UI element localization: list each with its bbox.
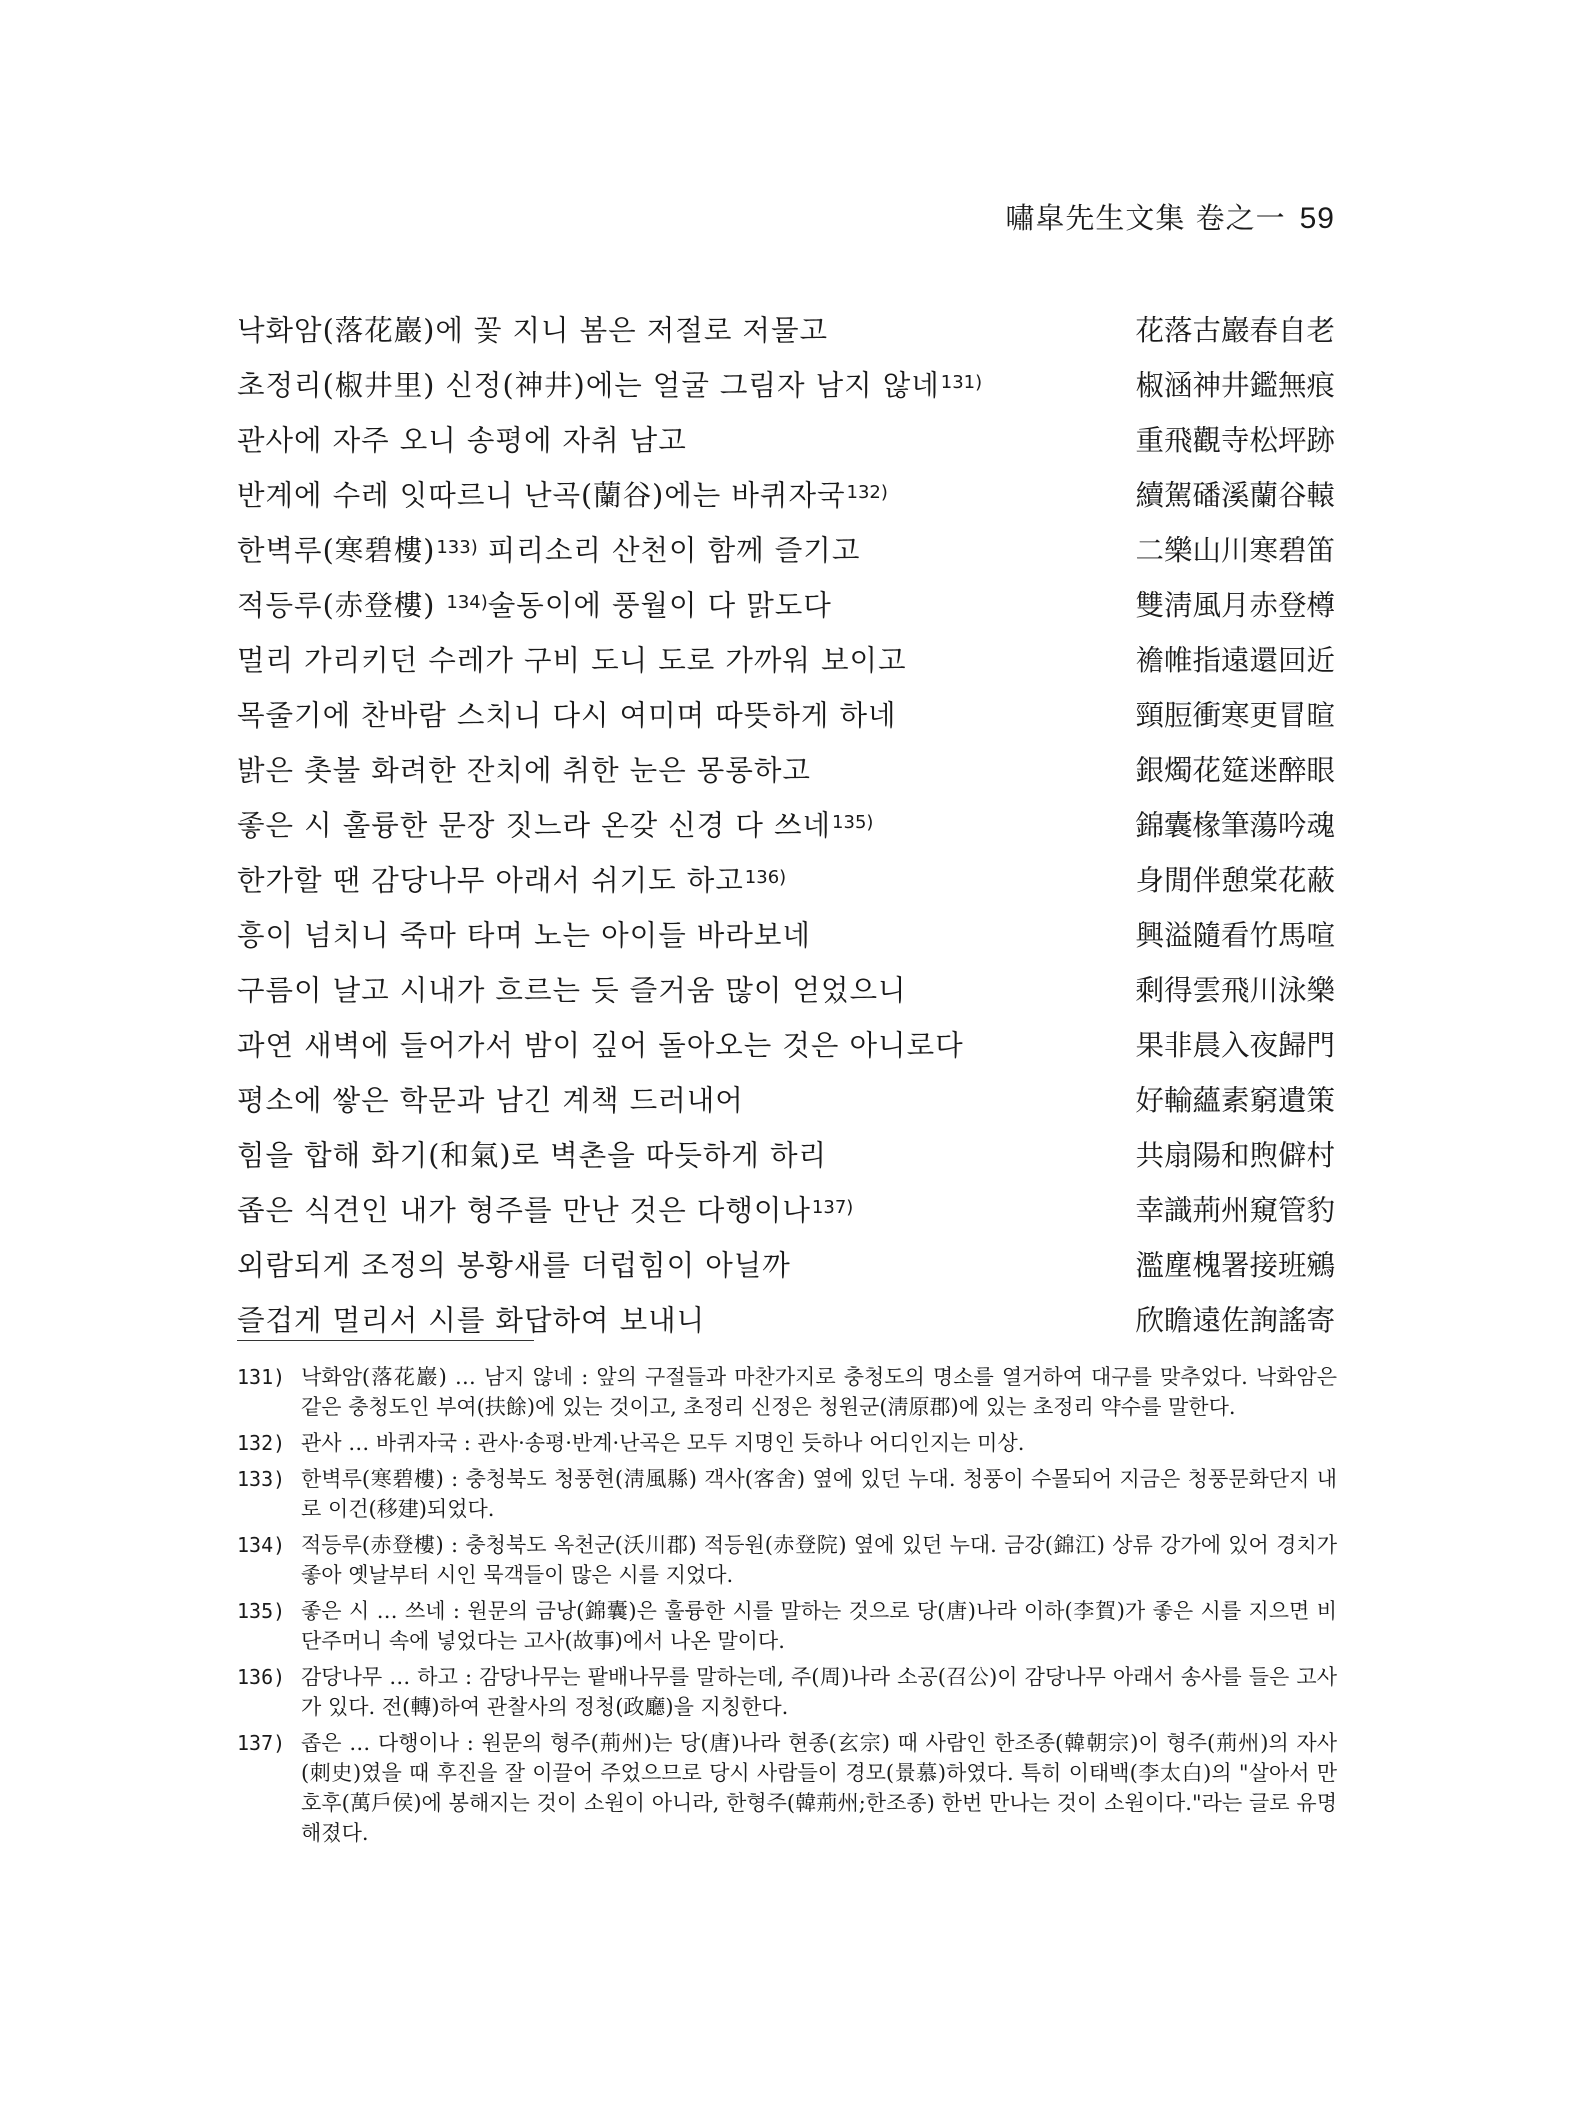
- hanja-original: 濫塵槐署接班鵷: [1135, 1249, 1335, 1282]
- hanja-original: 身閒伴憩棠花蔽: [1135, 864, 1335, 897]
- korean-text: 힘을 합해 화기(和氣)로 벽촌을 따듯하게 하리: [237, 1139, 828, 1172]
- hanja-original: 頸脰衝寒更冒暄: [1135, 699, 1335, 732]
- korean-text: 즐겁게 멀리서 시를 화답하여 보내니: [237, 1304, 706, 1337]
- hanja-original: 幸識荊州窺管豹: [1135, 1194, 1335, 1227]
- korean-text: 과연 새벽에 들어가서 밤이 깊어 돌아오는 것은 아니로다: [237, 1029, 964, 1062]
- footnote-reference[interactable]: 133): [436, 537, 478, 558]
- verse-line: [237, 523, 1335, 578]
- footnote-reference[interactable]: 134): [446, 592, 488, 613]
- verse-line: [237, 1018, 1335, 1073]
- hanja-original: 椒涵神井鑑無痕: [1135, 369, 1335, 402]
- korean-translation: [237, 1018, 964, 1073]
- hanja-original: 共扇陽和煦僻村: [1135, 1139, 1335, 1172]
- korean-translation: [237, 1238, 791, 1293]
- hanja-original: 果非晨入夜歸門: [1135, 1029, 1335, 1062]
- korean-translation: [237, 908, 811, 963]
- korean-text: 관사에 자주 오니 송평에 자취 남고: [237, 424, 687, 457]
- hanja-original: 剩得雲飛川泳樂: [1135, 974, 1335, 1007]
- hanja-original: 興溢隨看竹馬喧: [1135, 919, 1335, 952]
- verse-line: [237, 1238, 1335, 1293]
- hanja-original: 二樂山川寒碧笛: [1135, 534, 1335, 567]
- korean-translation: [237, 1183, 853, 1238]
- verse-line: [237, 358, 1335, 413]
- hanja-original: 重飛觀寺松坪跡: [1135, 424, 1335, 457]
- verse-line: [237, 578, 1335, 633]
- korean-text: 좁은 식견인 내가 형주를 만난 것은 다행이나: [237, 1194, 811, 1227]
- verse-line: [237, 688, 1335, 743]
- poem-body: [237, 303, 1335, 1348]
- korean-text: 평소에 쌓은 학문과 남긴 계책 드러내어: [237, 1084, 744, 1117]
- verse-line: [237, 908, 1335, 963]
- korean-translation: [237, 303, 828, 358]
- korean-text: 초정리(椒井里) 신정(神井)에는 얼굴 그림자 남지 않네: [237, 369, 940, 402]
- verse-line: [237, 633, 1335, 688]
- korean-translation: [237, 798, 873, 853]
- footnote-reference[interactable]: 136): [744, 867, 787, 888]
- footnote-item: [237, 1596, 1337, 1656]
- korean-translation: [237, 1073, 744, 1128]
- korean-text: 외람되게 조정의 봉황새를 더럽힘이 아닐까: [237, 1249, 791, 1282]
- korean-text: 좋은 시 훌륭한 문장 짓느라 온갖 신경 다 쓰네: [237, 809, 832, 842]
- footnote-item: [237, 1530, 1337, 1590]
- footnote-item: [237, 1362, 1337, 1422]
- footnote-item: [237, 1728, 1337, 1848]
- korean-translation: [237, 743, 811, 798]
- footnote-number: 134): [237, 1533, 286, 1557]
- hanja-original: 欣瞻遠佐詢謠寄: [1135, 1304, 1335, 1337]
- korean-text: 흥이 넘치니 죽마 타며 노는 아이들 바라보네: [237, 919, 811, 952]
- verse-line: [237, 1183, 1335, 1238]
- verse-line: [237, 1073, 1335, 1128]
- korean-text: 밝은 촛불 화려한 잔치에 취한 눈은 몽롱하고: [237, 754, 811, 787]
- korean-text: 한가할 땐 감당나무 아래서 쉬기도 하고: [237, 864, 744, 897]
- verse-line: [237, 963, 1335, 1018]
- verse-line: [237, 303, 1335, 358]
- korean-translation: [237, 963, 907, 1018]
- footnote-text: 한벽루(寒碧樓) : 충청북도 청풍현(淸風縣) 객사(客舍) 옆에 있던 누대. 청풍이 수몰되어 지금은 청풍문화단지 내로 이건(移建)되었다.: [301, 1467, 1337, 1521]
- footnote-number: 135): [237, 1599, 286, 1623]
- korean-translation: [237, 413, 687, 468]
- footnote-item: [237, 1662, 1337, 1722]
- footnote-item: [237, 1428, 1337, 1458]
- footnote-text: 관사 … 바퀴자국 : 관사·송평·반계·난곡은 모두 지명인 듯하나 어디인지는 미상.: [301, 1431, 1025, 1455]
- book-title: 嘯皐先生文集 卷之一: [1005, 201, 1286, 235]
- footnote-reference[interactable]: 135): [832, 812, 874, 833]
- hanja-original: 襜帷指遠還回近: [1135, 644, 1335, 677]
- korean-translation: [237, 688, 897, 743]
- running-header: [1005, 196, 1335, 237]
- korean-translation: [237, 633, 907, 688]
- korean-translation: [237, 523, 860, 578]
- hanja-original: 花落古巖春自老: [1135, 314, 1335, 347]
- korean-text: 구름이 날고 시내가 흐르는 듯 즐거움 많이 얻었으니: [237, 974, 907, 1007]
- footnote-text: 좋은 시 … 쓰네 : 원문의 금낭(錦囊)은 훌륭한 시를 말하는 것으로 당(唐)나라 이하(李賀)가 좋은 시를 지으면 비단주머니 속에 넣었다는 고사(故事)에서 나온 말이다.: [301, 1599, 1337, 1653]
- korean-translation: [237, 468, 888, 523]
- footnote-number: 136): [237, 1665, 286, 1689]
- hanja-original: 雙淸風月赤登樽: [1135, 589, 1335, 622]
- hanja-original: 續駕磻溪蘭谷轅: [1135, 479, 1335, 512]
- footnote-text: 적등루(赤登樓) : 충청북도 옥천군(沃川郡) 적등원(赤登院) 옆에 있던 누대. 금강(錦江) 상류 강가에 있어 경치가 좋아 옛날부터 시인 묵객들이 많은 시를 지었다.: [301, 1533, 1337, 1587]
- footnote-separator: [237, 1340, 534, 1341]
- footnote-reference[interactable]: 132): [846, 482, 888, 503]
- korean-text-continued: 술동이에 풍월이 다 맑도다: [487, 589, 832, 622]
- footnote-number: 132): [237, 1431, 286, 1455]
- korean-translation: [237, 358, 982, 413]
- hanja-original: 錦囊椽筆蕩吟魂: [1135, 809, 1335, 842]
- footnote-number: 131): [237, 1365, 286, 1389]
- footnote-reference[interactable]: 131): [940, 372, 983, 393]
- footnote-item: [237, 1464, 1337, 1524]
- korean-text: 낙화암(落花巖)에 꽃 지니 봄은 저절로 저물고: [237, 314, 829, 347]
- verse-line: [237, 468, 1335, 523]
- korean-text: 반계에 수레 잇따르니 난곡(蘭谷)에는 바퀴자국: [237, 479, 846, 512]
- verse-line: [237, 853, 1335, 908]
- verse-line: [237, 743, 1335, 798]
- verse-line: [237, 1128, 1335, 1183]
- korean-translation: [237, 578, 832, 633]
- page-number: 59: [1299, 202, 1335, 235]
- hanja-original: 銀燭花筵迷醉眼: [1135, 754, 1335, 787]
- footnote-text: 낙화암(落花巖) … 남지 않네 : 앞의 구절들과 마찬가지로 충청도의 명소를 열거하여 대구를 맞추었다. 낙화암은 같은 충청도인 부여(扶餘)에 있는 것이고, 초정리 신정은 청원군(淸原郡)에 있는 초정리 약수를 말한다.: [301, 1365, 1337, 1419]
- korean-text: 한벽루(寒碧樓): [237, 534, 436, 567]
- verse-line: [237, 798, 1335, 853]
- korean-translation: [237, 853, 786, 908]
- korean-text: 목줄기에 찬바람 스치니 다시 여미며 따뜻하게 하네: [237, 699, 897, 732]
- footnote-text: 좁은 … 다행이나 : 원문의 형주(荊州)는 당(唐)나라 현종(玄宗) 때 사람인 한조종(韓朝宗)이 형주(荊州)의 자사(刺史)였을 때 후진을 잘 이끌어 주었으므로 당시 사람들이 경모(景慕)하였다. 특히 이태백(李太白)의 "살아서 만호후(萬戶侯)에 봉해지는 것이 소원이 아니라, 한형주(韓荊州;한조종) 한번 만나는 것이 소원이다."라는 글로 유명해졌다.: [301, 1731, 1337, 1845]
- footnote-number: 133): [237, 1467, 286, 1491]
- verse-line: [237, 413, 1335, 468]
- footnote-reference[interactable]: 137): [811, 1197, 854, 1218]
- korean-translation: [237, 1128, 827, 1183]
- footnote-text: 감당나무 … 하고 : 감당나무는 팥배나무를 말하는데, 주(周)나라 소공(召公)이 감당나무 아래서 송사를 들은 고사가 있다. 전(轉)하여 관찰사의 정청(政廳)을 지칭한다.: [301, 1665, 1337, 1719]
- korean-text-continued: 피리소리 산천이 함께 즐기고: [477, 534, 861, 567]
- korean-text: 멀리 가리키던 수레가 구비 도니 도로 가까워 보이고: [237, 644, 907, 677]
- korean-text: 적등루(赤登樓): [237, 589, 446, 622]
- footnote-number: 137): [237, 1731, 286, 1755]
- hanja-original: 好輸蘊素窮遺策: [1135, 1084, 1335, 1117]
- footnotes-section: [237, 1362, 1337, 1854]
